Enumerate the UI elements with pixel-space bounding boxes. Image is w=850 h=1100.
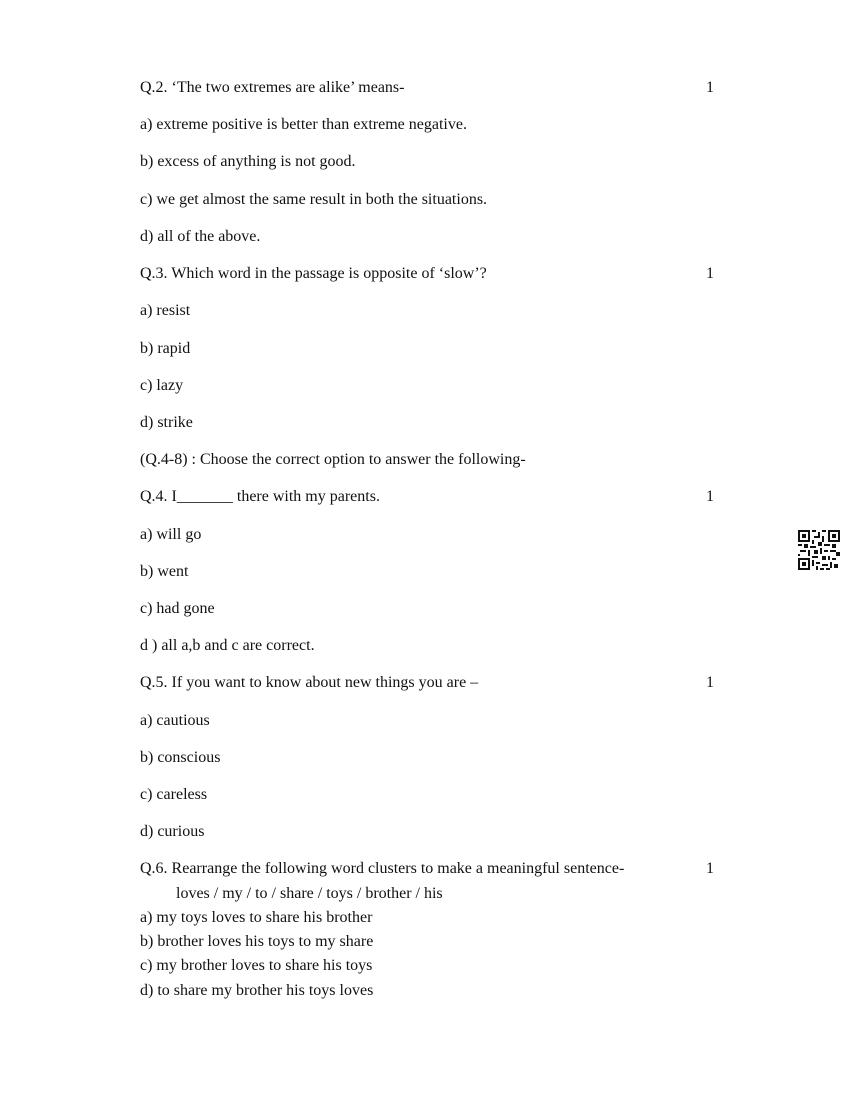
- q3-option-a: a) resist: [140, 302, 191, 319]
- q6-marks: 1: [706, 860, 714, 877]
- q6-option-c: c) my brother loves to share his toys: [140, 957, 373, 974]
- q6-option-a: a) my toys loves to share his brother: [140, 909, 373, 926]
- qr-code-icon: [798, 530, 840, 570]
- q3-option-c: c) lazy: [140, 377, 184, 394]
- q5-stem: Q.5. If you want to know about new things you are –: [140, 674, 479, 691]
- q3-option-b: b) rapid: [140, 340, 191, 357]
- q6-stem: Q.6. Rearrange the following word clusters to make a meaningful sentence-: [140, 860, 625, 877]
- q4-marks: 1: [706, 488, 714, 505]
- q2-stem: Q.2. ‘The two extremes are alike’ means-: [140, 79, 405, 96]
- q4-option-d: d ) all a,b and c are correct.: [140, 637, 315, 654]
- q6-option-d: d) to share my brother his toys loves: [140, 982, 374, 999]
- q2-option-a: a) extreme positive is better than extreme negative.: [140, 116, 467, 133]
- q6-clusters: loves / my / to / share / toys / brother / his: [176, 885, 443, 902]
- q5-option-b: b) conscious: [140, 749, 221, 766]
- q5-option-d: d) curious: [140, 823, 205, 840]
- q4-stem: Q.4. I_______ there with my parents.: [140, 488, 380, 505]
- q3-option-d: d) strike: [140, 414, 193, 431]
- q2-marks: 1: [706, 79, 714, 96]
- q3-stem: Q.3. Which word in the passage is opposite of ‘slow’?: [140, 265, 487, 282]
- q3-marks: 1: [706, 265, 714, 282]
- q2-option-d: d) all of the above.: [140, 228, 261, 245]
- q4-option-b: b) went: [140, 563, 189, 580]
- q6-option-b: b) brother loves his toys to my share: [140, 933, 374, 950]
- q5-option-a: a) cautious: [140, 712, 210, 729]
- q2-option-b: b) excess of anything is not good.: [140, 153, 356, 170]
- q2-option-c: c) we get almost the same result in both the situations.: [140, 191, 488, 208]
- section-instruction: (Q.4-8) : Choose the correct option to answer the following-: [140, 451, 526, 468]
- q5-option-c: c) careless: [140, 786, 208, 803]
- q5-marks: 1: [706, 674, 714, 691]
- q4-option-a: a) will go: [140, 526, 202, 543]
- q4-option-c: c) had gone: [140, 600, 215, 617]
